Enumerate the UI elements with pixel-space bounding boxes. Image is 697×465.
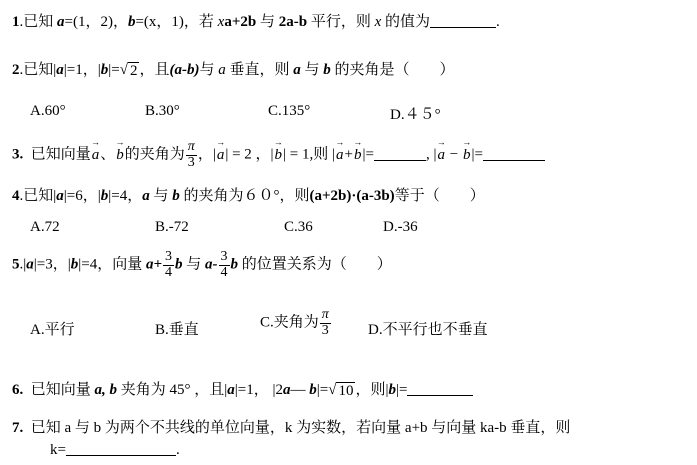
vector-b: b [175, 256, 183, 273]
text: . [175, 442, 180, 458]
radicand: 10 [338, 382, 354, 399]
text: 与 [149, 188, 173, 204]
text: 的夹角是（ ） [330, 62, 455, 78]
vector-b: b [100, 62, 109, 78]
question-1 [12, 10, 500, 31]
question-2 [12, 58, 455, 79]
numerator: 3 [220, 249, 228, 264]
answer-blank[interactable] [66, 441, 176, 456]
option-d[interactable]: D.４５° [390, 107, 441, 123]
plus-sign: + [344, 146, 353, 163]
text: |= [471, 146, 483, 163]
text: 、 [100, 146, 116, 163]
text: 与 [199, 62, 219, 78]
denominator: 4 [220, 264, 228, 280]
fraction [163, 250, 174, 280]
text: 的值为 [381, 14, 431, 30]
expression: a+ [145, 256, 163, 273]
text: .已知| [19, 188, 57, 204]
text: |= [316, 382, 329, 398]
text: |=1， |2 [234, 382, 283, 398]
option-d[interactable]: D.不平行也不垂直 [368, 322, 488, 338]
vector-b: b [323, 62, 331, 78]
vector-a: → a [335, 147, 345, 164]
vector-b: → b [115, 147, 125, 164]
option-a[interactable]: A.平行 [30, 322, 75, 338]
answer-blank[interactable] [407, 381, 473, 396]
option-c[interactable]: C.135° [268, 103, 311, 119]
text: — [290, 382, 310, 398]
minus-sign: − [445, 146, 462, 163]
text: 的夹角为６０°，则 [179, 188, 310, 204]
vector-a: a [56, 188, 64, 204]
question-number: 4 [12, 188, 20, 204]
text: |=3，| [33, 256, 71, 273]
text: 平行，则 [307, 14, 375, 30]
text: 已知 a 与 b 为两个不共线的单位向量，k 为实数，若向量 a+b 与向量 ka-b 垂直，则 [30, 420, 571, 436]
vector-b: b [309, 382, 317, 398]
question-4 [12, 184, 485, 205]
text: ，且 [139, 62, 170, 78]
option-b[interactable]: B.垂直 [155, 322, 199, 338]
numerator: π [321, 307, 329, 322]
question-number: 7. [12, 420, 24, 436]
vector-b: b [70, 256, 79, 273]
radicand: 2 [129, 62, 138, 79]
fraction [219, 250, 230, 280]
sqrt-expression: √ 2 [119, 62, 138, 79]
text: |=4， [108, 188, 143, 204]
vector-a: a [227, 382, 235, 398]
vector-b: → b [353, 147, 363, 164]
variable-x: x [217, 14, 225, 30]
vector-a: a [57, 14, 65, 30]
option-d[interactable]: D.-36 [383, 219, 418, 235]
text: |= [395, 382, 408, 398]
option-b[interactable]: B.-72 [155, 219, 189, 235]
vector-a: a [283, 382, 291, 398]
text: 已知向量 [30, 146, 91, 163]
text: ，| [197, 146, 216, 163]
text: 等于（ ） [394, 188, 485, 204]
text: .| [19, 256, 27, 273]
text: . [496, 14, 500, 30]
question-6 [12, 378, 473, 399]
text: 的夹角为 [124, 146, 185, 163]
question-7 [12, 416, 570, 437]
vector-a: → a [436, 147, 446, 164]
vector-b: b [127, 14, 136, 30]
vector-b: b [172, 188, 180, 204]
text: .已知 [19, 14, 58, 30]
expression: a- [205, 256, 218, 273]
text: 的位置关系为（ ） [238, 256, 392, 273]
vector-a: a [293, 62, 301, 78]
vector-b: b [100, 188, 109, 204]
question-7-line-2 [50, 441, 180, 459]
text: |= [362, 146, 374, 163]
text: 已知向量 [30, 382, 95, 398]
text: |=4，向量 [78, 256, 146, 273]
text: , | [425, 146, 437, 163]
vectors-a-b: a, b [94, 382, 118, 398]
variable-x: x [374, 14, 382, 30]
option-a[interactable]: A.60° [30, 103, 66, 119]
text: |=6，| [63, 188, 101, 204]
text: 与 [182, 256, 206, 273]
option-a[interactable]: A.72 [30, 219, 60, 235]
text: .已知| [19, 62, 57, 78]
vector-a: → a [91, 147, 101, 164]
expression: a+2b [224, 14, 257, 30]
question-number: 2 [12, 62, 20, 78]
option-b[interactable]: B.30° [145, 103, 180, 119]
vector-a: a [26, 256, 34, 273]
vector-a: a [56, 62, 64, 78]
question-number: 3. [12, 146, 24, 163]
question-number: 1 [12, 14, 20, 30]
expression: (a-b) [169, 62, 200, 78]
fraction [320, 308, 331, 338]
text: =(1，2)， [64, 14, 128, 30]
expression: (a+2b)·(a-3b) [309, 188, 395, 204]
vector-b: → b [462, 147, 472, 164]
numerator: 3 [165, 249, 173, 264]
question-number: 5 [12, 256, 20, 273]
text: =(x，1)，若 [135, 14, 218, 30]
fraction [186, 140, 197, 170]
text: 夹角为 45° ，且| [117, 382, 228, 398]
vector-b: b [388, 382, 396, 398]
option-c[interactable] [260, 308, 332, 338]
expression: 2a-b [278, 14, 308, 30]
numerator: π [187, 139, 195, 154]
vector-a: → a [216, 147, 226, 164]
text: | = 2 ，| [225, 146, 274, 163]
question-3 [12, 140, 545, 170]
option-c[interactable]: C.36 [284, 219, 313, 235]
text: 垂直，则 [225, 62, 294, 78]
vector-b: → b [274, 147, 284, 164]
answer-blank[interactable] [483, 146, 545, 161]
denominator: 3 [187, 154, 195, 170]
text: |=1，| [63, 62, 101, 78]
text: 与 [300, 62, 324, 78]
option-label: C.夹角为 [260, 314, 319, 331]
answer-blank[interactable] [374, 146, 426, 161]
denominator: 3 [321, 322, 329, 338]
denominator: 4 [165, 264, 173, 280]
sqrt-expression: √ 10 [328, 382, 354, 399]
text: k= [50, 442, 66, 458]
text: ，则| [355, 382, 389, 398]
question-number: 6. [12, 382, 24, 398]
vector-a: a [218, 62, 226, 78]
text: 与 [256, 14, 279, 30]
text: |= [108, 62, 120, 78]
text: | = 1,则 | [283, 146, 336, 163]
vector-a: a [142, 188, 150, 204]
question-5 [12, 250, 392, 280]
answer-blank[interactable] [430, 13, 496, 28]
vector-b: b [230, 256, 239, 273]
